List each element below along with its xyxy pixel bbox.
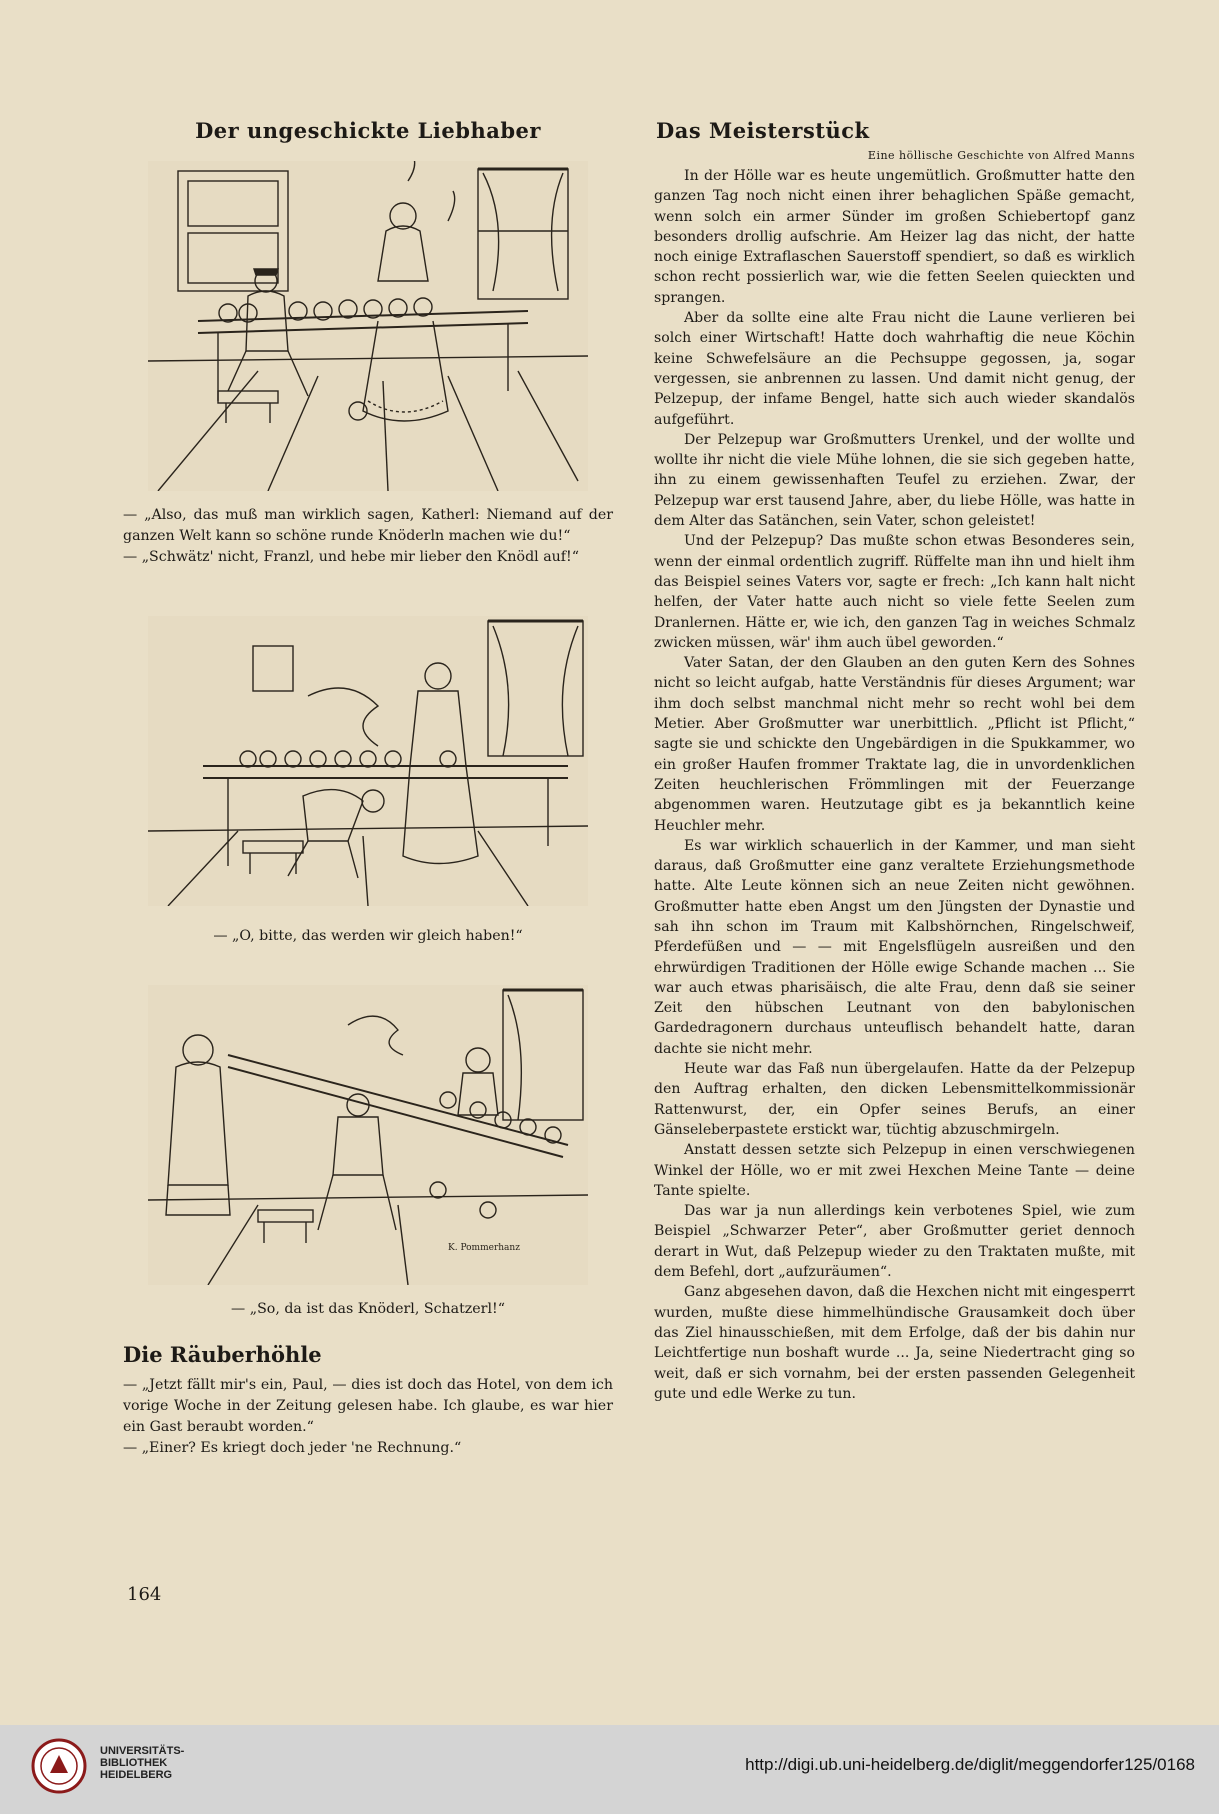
- page-number: 164: [127, 1584, 162, 1605]
- story-title-liebhaber: Der ungeschickte Liebhaber: [195, 118, 541, 143]
- illustration-signature: K. Pommerhanz: [448, 1243, 520, 1253]
- paragraph: Der Pelzepup war Großmutters Urenkel, und der wollte und wollte ihr nicht die viele Mühe lohnen, die sie sich gegeben hatte, ihn zu einem gewissenhaften Teufel zu erziehen. Zwar, der Pelzepup war erst tausend Jahre, aber, du liebe Hölle, was hatte in dem Alter das Satänchen, sein Vater, schon geleistet!: [654, 431, 1135, 530]
- illustration-kitchen-2: [148, 616, 588, 906]
- paragraph: Das war ja nun allerdings kein verbotenes Spiel, wie zum Beispiel „Schwarzer Peter“, aber Großmutter geriet dennoch derart in Wut, daß Pelzepup wieder zu den Traktaten mußte, mit dem Befehl, dort „aufzuräumen“.: [654, 1203, 1135, 1281]
- library-brand[interactable]: [100, 1745, 184, 1781]
- brand-line: HEIDELBERG: [100, 1769, 173, 1781]
- paragraph: Ganz abgesehen davon, daß die Hexchen nicht mit eingesperrt wurden, mußte diese himmelhündische Grausamkeit doch über das Ziel hinausschießen, mit dem Erfolge, daß der bis dahin nur Leichtfertige nun boshaft wurde ... Ja, seine Niedertracht ging so weit, daß er sich vornahm, bei der ersten passenden Gelegenheit gute und edle Werke zu tun.: [654, 1284, 1135, 1402]
- paragraph: Es war wirklich schauerlich in der Kammer, und man sieht daraus, daß Großmutter eine ganz veraltete Erziehungsmethode hatte. Alte Leute können sich an neue Zeiten nicht gewöhnen. Großmutter hatte eben Angst um den Jüngsten der Dynastie und sah ihn schon im Traum mit Kalbshörnchen, Ringelschweif, Pferdefüßen und — — mit Engelsflügeln ausreißen und den ehrwürdigen Traditionen der Hölle ewige Schande machen ... Sie war auch etwas pharisäisch, die alte Frau, denn daß sie seiner Zeit den hübschen Leutnant von den babylonischen Gardedragonern durchaus unteuflisch behandelt hatte, daran dachte sie nicht mehr.: [654, 837, 1135, 1057]
- raeuberhoehle-line-1: — „Jetzt fällt mir's ein, Paul, — dies ist doch das Hotel, von dem ich vorige Woche in der Zeitung gelesen habe. Ich glaube, es war hier ein Gast beraubt worden.“: [123, 1377, 613, 1435]
- raeuberhoehle-line-2: — „Einer? Es kriegt doch jeder 'ne Rechnung.“: [123, 1440, 462, 1456]
- paragraph: Aber da sollte eine alte Frau nicht die Laune verlieren bei solch einer Wirtschaft! Hatte doch wahrhaftig die neue Köchin keine Schwefelsäure an die Pechsuppe gegossen, ja, sogar vergessen, sie anbrennen zu lassen. Und damit nicht genug, der Pelzepup, der infame Bengel, hatte sich auch wieder skandalös aufgeführt.: [654, 310, 1135, 428]
- byline: Eine höllische Geschichte von Alfred Manns: [867, 149, 1135, 162]
- story-title-meisterstueck: Das Meisterstück: [656, 118, 870, 143]
- permalink-url[interactable]: http://digi.ub.uni-heidelberg.de/diglit/meggendorfer125/0168: [745, 1755, 1195, 1774]
- paragraph: In der Hölle war es heute ungemütlich. Großmutter hatte den ganzen Tag noch nicht einen ihrer behaglichen Späße gemacht, wenn solch ein armer Sünder im großen Schiebertopf ganz besonders drollig aufschrie. Am Heizer lag das nicht, der hatte noch einige Extraflaschen Sauerstoff spendiert, so daß es wirklich schon recht possierlich war, wie die fetten Seelen quieckten und sprangen.: [654, 168, 1135, 306]
- footer-bar: [0, 1725, 1219, 1814]
- university-seal-icon[interactable]: [30, 1737, 88, 1795]
- brand-line: UNIVERSITÄTS-: [100, 1745, 185, 1757]
- left-column: [123, 118, 613, 1459]
- right-column: [654, 118, 1135, 1404]
- paragraph: Und der Pelzepup? Das mußte schon etwas Besonderes sein, wenn der einmal ordentlich zugriff. Rüffelte man ihn und hielt ihm das Beispiel seines Vaters vor, sagte er frech: „Ich kann halt nicht helfen, der Vater hatte auch nicht so viele fette Seelen zum Dranlernen. Hätte er, wie ich, den ganzen Tag in weiches Schmalz zwicken müssen, wär' ihm auch übel geworden.“: [654, 533, 1135, 651]
- paragraph: Vater Satan, der den Glauben an den guten Kern des Sohnes nicht so leicht aufgab, hatte Verständnis für dieses Argument; war ihm doch selbst manchmal nicht mehr so recht wohl bei dem Metier. Aber Großmutter war unerbittlich. „Pflicht ist Pflicht,“ sagte sie und schickte den Ungebärdigen in die Spukkammer, wo ein großer Haufen frommer Traktate lag, die in unvordenklichen Zeiten heuchlerischen Frömmlingen mit der Feuerzange abgenommen waren. Heutzutage gibt es ja bekanntlich keine Heuchler mehr.: [654, 655, 1135, 834]
- paragraph: Heute war das Faß nun übergelaufen. Hatte da der Pelzepup den Auftrag erhalten, den dicken Lebensmittelkommissionär Rattenwurst, der, ein Opfer seines Berufs, an einer Gänseleberpastete erstickt war, tüchtig abzuschmirgeln.: [654, 1061, 1135, 1138]
- caption-1b: — „Schwätz' nicht, Franzl, und hebe mir lieber den Knödl auf!“: [123, 549, 580, 565]
- caption-2: — „O, bitte, das werden wir gleich haben!“: [213, 928, 523, 944]
- paragraph: Anstatt dessen setzte sich Pelzepup in einen verschwiegenen Winkel der Hölle, wo er mit zwei Hexchen Meine Tante — deine Tante spielte.: [654, 1142, 1135, 1199]
- illustration-kitchen-3: [148, 985, 588, 1285]
- caption-1: — „Also, das muß man wirklich sagen, Katherl: Niemand auf der ganzen Welt kann so schöne runde Knöderln machen wie du!“: [123, 507, 613, 544]
- story-title-raeuberhoehle: Die Räuberhöhle: [123, 1342, 322, 1367]
- caption-3: — „So, da ist das Knöderl, Schatzerl!“: [231, 1301, 505, 1317]
- illustration-kitchen-1: [148, 161, 588, 491]
- brand-line: BIBLIOTHEK: [100, 1757, 168, 1769]
